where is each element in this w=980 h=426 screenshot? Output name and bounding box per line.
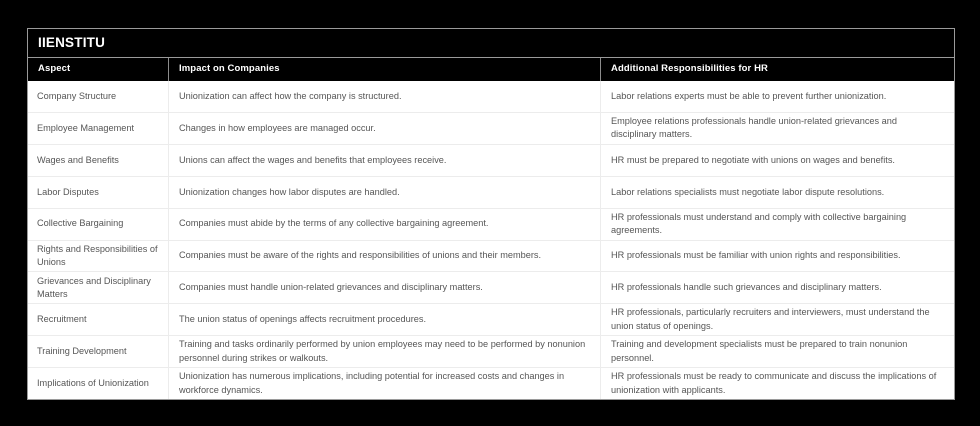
cell-hr [600,304,954,335]
cell-hr-text: HR professionals must be ready to communicate and discuss the implications of unionization with applicants. [611,371,937,395]
cell-impact-text: Unionization changes how labor disputes are handled. [179,186,400,197]
cell-aspect [28,113,168,144]
cell-impact [168,241,600,272]
cell-aspect [28,368,168,399]
cell-aspect [28,272,168,303]
cell-hr [600,145,954,176]
cell-aspect-text: Employee Management [37,122,135,133]
table-row [28,208,954,240]
cell-hr-text: Training and development specialists must be prepared to train nonunion personnel. [611,339,908,363]
cell-aspect [28,336,168,367]
cell-aspect-text: Company Structure [37,90,117,101]
cell-hr [600,368,954,399]
cell-impact [168,368,600,399]
cell-hr-text: HR professionals must understand and comply with collective bargaining agreements. [611,211,907,236]
cell-impact [168,145,600,176]
table-row [28,176,954,208]
column-header-impact-on-companies: Impact on Companies [168,58,600,81]
cell-impact-text: Unions can affect the wages and benefits that employees receive. [179,154,447,165]
cell-impact-text: Changes in how employees are managed occur. [179,122,376,133]
cell-impact [168,336,600,367]
column-header-aspect: Aspect [38,63,71,75]
table-row [28,367,954,399]
cell-hr-text: Employee relations professionals handle union-related grievances and disciplinary matters. [611,116,898,140]
cell-aspect [28,81,168,112]
cell-hr [600,113,954,144]
cell-aspect-text: Training Development [37,346,127,357]
table-row [28,112,954,144]
table-row [28,335,954,367]
table-row [28,144,954,176]
cell-hr [600,81,954,112]
table-row [28,81,954,112]
cell-impact [168,209,600,240]
cell-aspect [28,241,168,272]
cell-aspect-text: Labor Disputes [37,186,99,197]
cell-aspect-text: Grievances and Disciplinary Matters [37,275,151,299]
table-card [27,28,955,400]
table-row [28,271,954,303]
cell-hr-text: Labor relations specialists must negotiate labor dispute resolutions. [611,186,885,197]
cell-aspect [28,304,168,335]
cell-impact-text: Training and tasks ordinarily performed by union employees may need to be performed by nonunion personnel during strikes or walkouts. [179,339,586,363]
cell-aspect-text: Implications of Unionization [37,377,149,388]
column-header-additional-responsibilities-for-hr: Additional Responsibilities for HR [600,58,954,81]
cell-hr [600,209,954,240]
table-row [28,303,954,335]
cell-impact-text: Companies must abide by the terms of any collective bargaining agreement. [179,218,489,229]
cell-aspect [28,209,168,240]
table-body [28,81,954,399]
cell-aspect-text: Rights and Responsibilities of Unions [37,243,158,267]
brand-title: IIENSTITU [38,35,106,51]
cell-impact-text: Companies must handle union-related grievances and disciplinary matters. [179,282,483,293]
cell-hr [600,272,954,303]
cell-impact-text: The union status of openings affects recruitment procedures. [179,314,427,325]
table-row [28,240,954,272]
cell-impact-text: Unionization can affect how the company is structured. [179,90,402,101]
cell-aspect-text: Wages and Benefits [37,154,119,165]
cell-impact-text: Companies must be aware of the rights and responsibilities of unions and their members. [179,250,542,261]
cell-impact-text: Unionization has numerous implications, including potential for increased costs and changes in workforce dynamics. [179,371,565,395]
table-header-row [28,58,954,81]
cell-impact [168,113,600,144]
cell-hr-text: HR professionals handle such grievances and disciplinary matters. [611,282,882,293]
cell-aspect [28,145,168,176]
cell-aspect-text: Recruitment [37,314,87,325]
cell-hr [600,336,954,367]
cell-impact [168,81,600,112]
brand-bar [28,29,954,58]
cell-impact [168,272,600,303]
cell-impact [168,304,600,335]
cell-hr [600,177,954,208]
cell-aspect [28,177,168,208]
cell-impact [168,177,600,208]
cell-aspect-text: Collective Bargaining [37,218,124,229]
cell-hr [600,241,954,272]
cell-hr-text: HR professionals must be familiar with union rights and responsibilities. [611,250,901,261]
cell-hr-text: HR must be prepared to negotiate with unions on wages and benefits. [611,154,895,165]
cell-hr-text: Labor relations experts must be able to prevent further unionization. [611,90,887,101]
cell-hr-text: HR professionals, particularly recruiters and interviewers, must understand the union status of openings. [611,307,930,331]
